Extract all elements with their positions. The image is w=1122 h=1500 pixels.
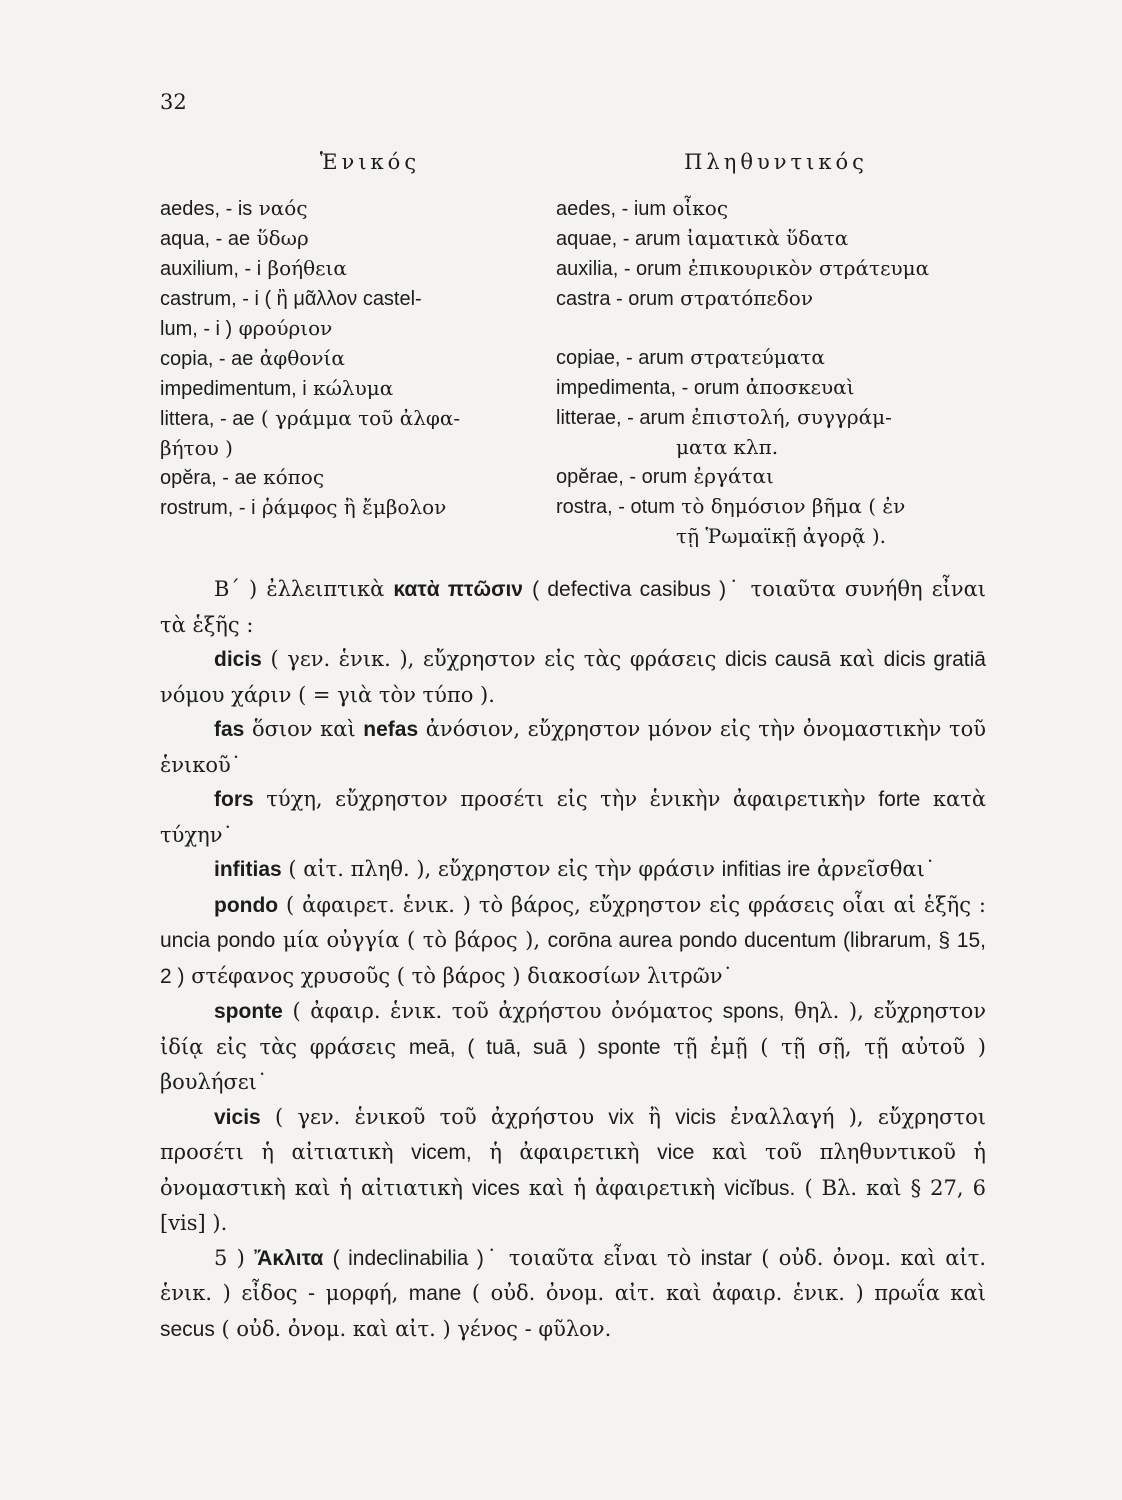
text: ( γεν. ἑνικ. ), εὔχρηστον εἰς τὰς φράσεις <box>270 647 717 671</box>
table-row <box>556 462 996 492</box>
latin-text: dicis gratiā <box>883 648 986 671</box>
latin-text: mane <box>408 1282 462 1305</box>
plural-header: Πληθυντικός <box>684 150 868 174</box>
latin-term: aedes, - is <box>160 198 253 220</box>
latin-term: rostra, - otum <box>556 496 675 518</box>
text: ἀρνεῖσθαι˙ <box>817 857 936 881</box>
text: νόμου χάριν ( = γιὰ τὸν τύπο ). <box>160 682 495 707</box>
latin-term: opĕra, - ae <box>160 467 257 489</box>
text: ( Βλ. καὶ § 27, 6 [vis] ). <box>160 1175 986 1235</box>
latin-term: aqua, - ae <box>160 228 251 250</box>
text: ἡ ἀφαιρετικὴ <box>489 1140 640 1164</box>
text: ( αἰτ. πληθ. ), εὔχρηστον εἰς τὴν φράσιν <box>288 857 715 881</box>
text: ἐναλλαγή ), εὔχρηστοι προσέτι ἡ αἰτιατικὴ <box>160 1104 986 1164</box>
latin-text: secus <box>160 1317 215 1341</box>
text: θηλ. ), εὔχρηστον ἰδίᾳ εἰς τὰς φράσεις <box>160 999 987 1059</box>
latin-term: littera, - ae <box>160 408 255 430</box>
greek-meaning: στρατεύματα <box>690 345 825 369</box>
latin-text: spons, <box>722 1000 785 1023</box>
greek-meaning: ἰαματικὰ ὕδατα <box>686 226 849 250</box>
text: ˙ τοιαῦτα εἶναι τὸ <box>483 1245 692 1270</box>
table-row <box>160 493 580 523</box>
latin-term: castra - orum <box>556 288 674 310</box>
latin-term: opĕrae, - orum <box>556 466 688 488</box>
page-number: 32 <box>160 90 187 114</box>
paragraph-b <box>160 572 986 642</box>
paragraph-5 <box>160 1241 986 1348</box>
latin-term: impedimenta, - orum <box>556 377 740 399</box>
text: ˙ τοιαῦτα συνήθη εἶναι τὰ ἑξῆς : <box>160 577 987 637</box>
latin-term: auxilia, - orum <box>556 258 682 280</box>
greek-meaning: ἐργάται <box>693 464 774 488</box>
text: ( ἀφαιρετ. ἑνικ. ) τὸ βάρος, εὔχρηστον εἰς φράσεις οἷαι αἱ ἑξῆς : <box>286 892 986 917</box>
greek-meaning: ἐπικουρικὸν στράτευμα <box>687 256 930 280</box>
greek-meaning: ὕδωρ <box>256 226 309 250</box>
keyword: dicis <box>214 648 262 671</box>
greek-meaning: φρούριον <box>238 316 333 340</box>
table-row <box>556 492 996 551</box>
greek-meaning-cont: ματα κλπ. <box>676 435 779 459</box>
text: κατὰ τύχην˙ <box>160 787 986 847</box>
singular-header: Ἑνικός <box>319 150 421 174</box>
text: ὅσιον καὶ <box>251 717 356 741</box>
latin-text: meā, ( tuā, suā ) sponte <box>408 1035 661 1059</box>
latin-text: vice <box>657 1141 695 1164</box>
latin-term: copiae, - arum <box>556 347 684 369</box>
latin-term: aedes, - ium <box>556 198 667 220</box>
table-row <box>556 403 996 462</box>
section-label: Β΄ ) ἐλλειπτικὰ <box>214 577 385 601</box>
table-row <box>556 373 996 403</box>
latin-text: uncia pondo <box>160 929 276 952</box>
latin-text: forte <box>878 788 921 811</box>
table-row <box>160 194 580 224</box>
text: μία οὐγγία ( τὸ βάρος ), <box>282 928 541 952</box>
table-row <box>160 463 580 493</box>
text: ἀνόσιον, εὔχρηστον μόνον εἰς τὴν ὀνομαστικὴν τοῦ ἑνικοῦ˙ <box>160 717 986 777</box>
text: ( ἀφαιρ. ἑνικ. τοῦ ἀχρήστου ὀνόματος <box>292 999 714 1023</box>
text: τῇ ἐμῇ ( τῇ σῇ, τῇ αὐτοῦ ) βουλήσει˙ <box>160 1034 986 1094</box>
latin-text: vix <box>608 1105 635 1129</box>
latin-term-cont: lum, - i ) <box>160 318 233 340</box>
keyword: infitias <box>214 858 282 881</box>
latin-text: vicĭbus. <box>724 1176 796 1200</box>
table-row <box>556 343 996 373</box>
table-row <box>160 284 580 344</box>
table-row <box>556 224 996 254</box>
latin-text: infitias ire <box>721 858 811 881</box>
keyword: fors <box>214 788 254 811</box>
table-row <box>160 344 580 374</box>
latin-text: vicem, <box>411 1141 472 1164</box>
keyword: nefas <box>363 718 419 741</box>
singular-column <box>160 150 580 523</box>
table-row <box>556 254 996 284</box>
latin-text: dicis causā <box>725 648 831 671</box>
greek-meaning: κώλυμα <box>313 376 394 400</box>
text: ( γεν. ἑνικοῦ τοῦ ἀχρήστου <box>274 1104 595 1129</box>
greek-meaning: βοήθεια <box>267 256 347 280</box>
table-row <box>160 254 580 284</box>
latin-term: rostrum, - i <box>160 497 256 519</box>
text: στέφανος χρυσοῦς ( τὸ βάρος ) διακοσίων λιτρῶν˙ <box>191 963 734 988</box>
text: ( οὐδ. ὀνομ. καὶ αἰτ. ) γένος - φῦλον. <box>221 1316 612 1341</box>
greek-meaning-cont: βήτου ) <box>160 436 233 460</box>
paragraph-fas <box>160 712 986 782</box>
latin-term: aquae, - arum <box>556 228 681 250</box>
latin-text: ( indeclinabilia ) <box>332 1246 484 1270</box>
greek-meaning: ἀποσκευαὶ <box>745 375 855 399</box>
greek-meaning: κόπος <box>263 465 325 489</box>
text: καὶ <box>839 647 876 671</box>
keyword: pondo <box>214 893 279 917</box>
keyword: vicis <box>214 1105 261 1129</box>
latin-term: copia, - ae <box>160 348 254 370</box>
table-row <box>160 404 580 463</box>
latin-term: auxilium, - i <box>160 258 262 280</box>
body-text <box>160 572 986 1347</box>
keyword: sponte <box>214 1000 283 1023</box>
greek-meaning: ἀφθονία <box>259 346 345 370</box>
plural-column <box>556 150 996 551</box>
paragraph-sponte <box>160 994 986 1100</box>
paragraph-fors <box>160 782 986 852</box>
paragraph-infitias <box>160 852 986 888</box>
table-row <box>556 284 996 314</box>
latin-text: ( defectiva casibus ) <box>532 578 727 601</box>
keyword: fas <box>214 718 245 741</box>
latin-term: castrum, - i ( ἢ μᾶλλον castel- <box>160 288 422 310</box>
text: ἢ <box>648 1104 661 1129</box>
text: ( οὐδ. ὀνομ. αἰτ. καὶ ἀφαιρ. ἑνικ. ) πρωΐα καὶ <box>471 1281 986 1305</box>
keyword: Ἄκλιτα <box>254 1246 324 1270</box>
table-row <box>160 224 580 254</box>
greek-meaning: τὸ δημόσιον βῆμα ( ἐν <box>681 494 906 518</box>
latin-term: impedimentum, i <box>160 378 307 400</box>
latin-text: instar <box>700 1246 752 1270</box>
greek-meaning: οἶκος <box>672 196 729 220</box>
table-row <box>556 194 996 224</box>
greek-meaning: ῥάμφος ἢ ἔμβολον <box>261 495 447 519</box>
text: ( οὐδ. ὀνομ. καὶ αἰτ. ἑνικ. ) εἶδος - μορφή, <box>160 1245 986 1305</box>
greek-meaning: στρατόπεδον <box>680 286 814 310</box>
text: τύχη, εὔχρηστον προσέτι εἰς τὴν ἑνικὴν ἀφαιρετικὴν <box>266 787 866 811</box>
latin-text: vicis <box>675 1105 717 1129</box>
greek-meaning: ἐπιστολή, συγγράμ- <box>691 405 892 429</box>
greek-meaning: ναός <box>258 196 308 220</box>
latin-text: vices <box>472 1176 520 1200</box>
paragraph-vicis <box>160 1100 986 1241</box>
text: καὶ τοῦ πληθυντικοῦ ἡ ὀνομαστικὴ καὶ ἡ αἰτιατικὴ <box>160 1140 986 1200</box>
section-label: 5 ) <box>214 1245 245 1270</box>
paragraph-pondo <box>160 888 986 995</box>
latin-term: litterae, - arum <box>556 407 685 429</box>
greek-meaning-cont: τῇ Ῥωμαϊκῇ ἀγορᾷ ). <box>676 524 886 548</box>
greek-meaning: ( γράμμα τοῦ ἀλφα- <box>260 406 461 430</box>
text: καὶ ἡ ἀφαιρετικὴ <box>528 1175 716 1200</box>
latin-text: corōna aurea pondo ducentum (librarum, § 15, 2 ) <box>160 929 986 988</box>
paragraph-dicis <box>160 642 986 712</box>
table-row <box>160 374 580 404</box>
keyword: κατὰ πτῶσιν <box>393 578 523 601</box>
